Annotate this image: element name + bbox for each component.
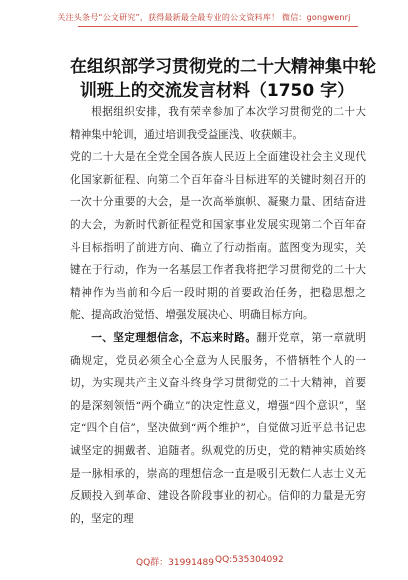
title-line-2: 训班上的交流发言材料（1750 字）: [79, 81, 355, 101]
document-title: [70, 55, 376, 103]
title-line-1: 在组织部学习贯彻党的二十大精神集中轮: [70, 57, 376, 77]
context-paragraph: 党的二十大是在全党全国各族人民迈上全面建设社会主义现代化国家新征程、向第二个百年奋斗目标进军的关键时刻召开的一次十分重要的大会，是一次高举旗帜、凝聚力量、团结奋进的大会，为新时代新征程党和国家事业发展实现第二个百年奋斗目标指明了前进方向、确立了行动指南。蓝图变为现实，关键在于行动，作为一名基层工作者我将把学习贯彻党的二十大精神作为当前和今后一段时期的首要政治任务，把稳思想之舵、提高政治觉悟、增强发展决心、明确目标方向。: [70, 151, 366, 322]
section-1-heading: 一、坚定理想信念，不忘来时路。: [91, 331, 257, 344]
header-banner: 关注头条号“公文研究”，获得最新最全最专业的公文资料库！ 微信：gongwenrj: [57, 13, 351, 22]
footer-qq-contact: QQ:535304092: [215, 555, 284, 565]
intro-paragraph: 根据组织安排，我有荣幸参加了本次学习贯彻党的二十大精神集中轮训，通过培训我受益匪浅、收获颇丰。: [70, 106, 366, 141]
document-body: [70, 101, 366, 530]
header-divider: [78, 26, 358, 27]
section-1-text: 翻开党章，第一章就明确规定，党员必须全心全意为人民服务，不惜牺牲个人的一切，为实现共产主义奋斗终身学习贯彻党的二十大精神，首要的是深刻领悟“两个确立”的决定性意义，增强“四个意识”，坚定“四个自信”，坚决做到“两个维护”，自觉做习近平总书记忠诚坚定的拥戴者、追随者。纵观党的历史，党的精神实质始终是一脉相承的，崇高的理想信念一直是吸引无数仁人志士义无反顾投入到革命、建设各阶段事业的初心。信仰的力量是无穷的，坚定的理: [70, 331, 367, 525]
section-1-paragraph: [70, 327, 366, 530]
footer-qq-group: QQ群：31991489: [136, 558, 214, 568]
